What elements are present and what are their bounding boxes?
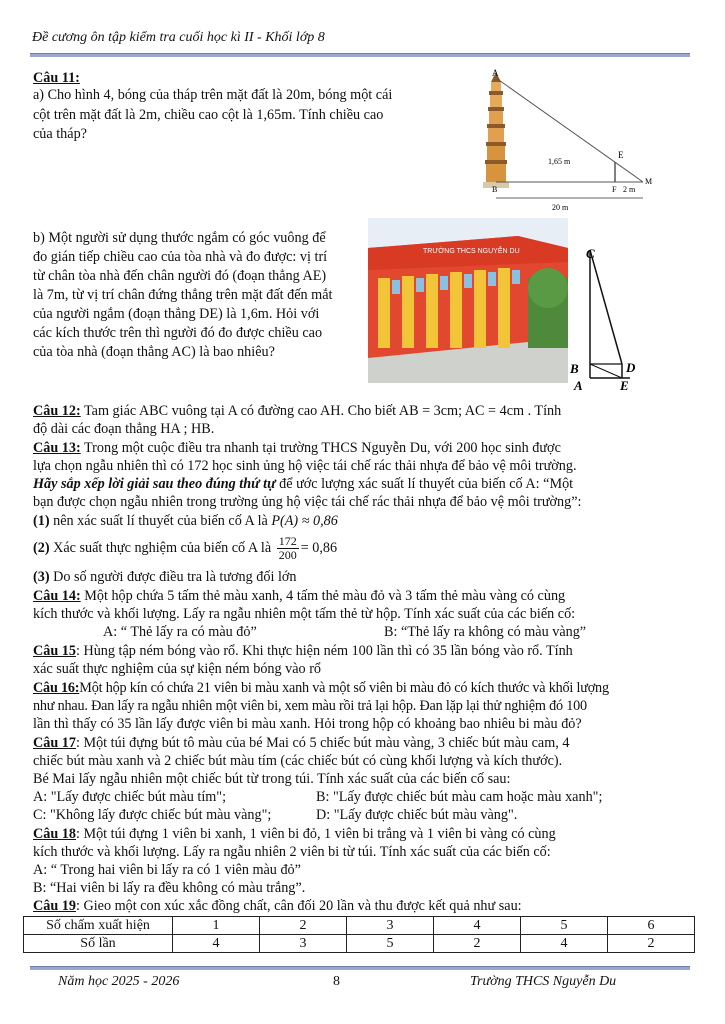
diagram-label-a: A <box>574 378 583 390</box>
q13-step-3-text: Do số người được điều tra là tương đối lớn <box>49 569 297 585</box>
table-cell: 2 <box>434 935 521 953</box>
footer-page-number: 8 <box>333 974 340 989</box>
q11-a-line-1: a) Cho hình 4, bóng của tháp trên mặt đất là 20m, bóng một cái <box>33 87 393 103</box>
q11-b-line-7: của tòa nhà (đoạn thẳng AC) là bao nhiêu? <box>33 344 275 360</box>
q13-line-4: bạn được chọn ngẫu nhiên trong trường ủng hộ việc tái chế rác thải nhựa để bảo vệ môi trường”: <box>33 494 582 510</box>
q19-text-1: : Gieo một con xúc xắc đồng chất, cân đối 20 lần và thu được kết quả như sau: <box>75 898 522 914</box>
table-cell: 2 <box>260 917 347 935</box>
label-e: E <box>618 150 624 160</box>
table-cell: 2 <box>608 935 695 953</box>
q18-text-1: : Một túi đựng 1 viên bi xanh, 1 viên bi đỏ, 1 viên bi trắng và 1 viên bi vàng có cùng <box>75 826 556 842</box>
q15-line-1 <box>33 643 573 660</box>
q13-line-2: lựa chọn ngẫu nhiên thì có 172 học sinh ủng hộ việc tái chế rác thải nhựa để bảo vệ môi trường. <box>33 458 577 474</box>
dice-results-table <box>23 916 695 953</box>
q17-line-1 <box>33 735 569 752</box>
tower-image <box>485 72 507 182</box>
q19-line-1 <box>33 898 522 915</box>
footer-school-name: Trường THCS Nguyễn Du <box>470 974 617 989</box>
label-pole-height: 1,65 m <box>548 157 571 166</box>
table-row <box>24 935 695 953</box>
q13-step-1-math: P(A) ≈ 0,86 <box>271 513 338 529</box>
q14-line-1 <box>33 588 565 605</box>
table-cell: 4 <box>434 917 521 935</box>
q16-text-1: Một hộp kín có chứa 21 viên bi màu xanh và một số viên bi màu đỏ có kích thước và khối lượng <box>79 680 609 696</box>
school-banner-text: TRƯỜNG THCS NGUYỄN DU <box>423 248 520 255</box>
table-row-header: Số chấm xuất hiện <box>24 917 173 935</box>
q16-line-1 <box>33 680 609 697</box>
q13-line-3 <box>33 476 573 493</box>
q18-event-a: A: “ Trong hai viên bi lấy ra có 1 viên màu đỏ” <box>33 862 301 878</box>
diagram-label-c: C <box>586 246 595 261</box>
q11-label: Câu 11: <box>33 70 80 86</box>
table-cell: 3 <box>347 917 434 935</box>
q11-b-line-1: b) Một người sử dụng thước ngắm có góc vuông để <box>33 230 326 246</box>
q13-step-2-text: Xác suất thực nghiệm của biến cố A là <box>49 540 275 556</box>
footer-school-year: Năm học 2025 - 2026 <box>58 974 180 989</box>
building-height-diagram <box>568 240 648 390</box>
q17-event-c: C: "Không lấy được chiếc bút màu vàng"; <box>33 807 272 823</box>
q14-line-2: kích thước và khối lượng. Lấy ra ngẫu nhiên một tấm thẻ từ hộp. Tính xác suất của các biến cố: <box>33 606 576 622</box>
q14-event-b: B: “Thẻ lấy ra không có màu vàng” <box>384 624 587 640</box>
q18-line-1 <box>33 826 556 843</box>
diagram-label-d: D <box>626 360 636 375</box>
q12-label: Câu 12: <box>33 403 81 419</box>
q18-event-b: B: “Hai viên bi lấy ra đều không có màu trắng”. <box>33 880 306 896</box>
q17-label: Câu 17 <box>33 735 76 751</box>
q14-event-a: A: “ Thẻ lấy ra có màu đỏ” <box>103 624 257 640</box>
q13-label: Câu 13: <box>33 440 81 456</box>
q15-label: Câu 15 <box>33 643 76 659</box>
q13-fraction <box>277 535 299 562</box>
segment-cd <box>590 250 622 364</box>
table-cell: 4 <box>521 935 608 953</box>
q16-label: Câu 16: <box>33 680 80 696</box>
table-cell: 1 <box>173 917 260 935</box>
q19-label: Câu 19 <box>33 898 76 914</box>
q17-text-1: : Một túi đựng bút tô màu của bé Mai có 5 chiếc bút màu vàng, 3 chiếc bút màu cam, 4 <box>75 735 570 751</box>
label-a: A <box>492 68 499 78</box>
q13-step-2-num: (2) <box>33 540 50 556</box>
q13-step-1-num: (1) <box>33 513 50 529</box>
q16-line-2: như nhau. Đan lấy ra ngẫu nhiên một viên bi, xem màu rồi trả lại hộp. Đan lặp lại thử nghiệm đó 100 <box>33 698 587 714</box>
q13-text-3: để ước lượng xác suất lí thuyết của biến cố A: “Một <box>275 476 574 492</box>
q13-step-2 <box>33 533 337 563</box>
q11-b-line-3: từ chân tòa nhà đến chân người đó (đoạn thẳng AE) <box>33 268 327 284</box>
q13-step-1 <box>33 513 338 530</box>
q12-line-1 <box>33 403 561 420</box>
q15-line-2: xác suất thực nghiệm của sự kiện ném bóng vào rổ <box>33 661 322 677</box>
table-cell: 5 <box>347 935 434 953</box>
segment-ad <box>590 364 622 378</box>
label-fm: 2 m <box>623 185 636 194</box>
q17-line-2: chiếc bút màu xanh và 2 chiếc bút màu tím (các chiếc bút có cùng khối lượng và kích thước). <box>33 753 563 769</box>
q11-a-line-2: cột trên mặt đất là 2m, chiều cao cột là 1,65m. Tính chiều cao <box>33 107 384 123</box>
label-m: M <box>645 177 653 186</box>
q17-line-3: Bé Mai lấy ngẫu nhiên một chiếc bút từ trong túi. Tính xác suất của các biến cố sau: <box>33 771 511 787</box>
table-cell: 3 <box>260 935 347 953</box>
q13-instruction: Hãy sắp xếp lời giải sau theo đúng thứ tự <box>33 476 276 492</box>
q14-text-1: Một hộp chứa 5 tấm thẻ màu xanh, 4 tấm thẻ màu đỏ và 3 tấm thẻ màu vàng có cùng <box>80 588 566 604</box>
q13-fraction-denominator: 200 <box>278 548 297 563</box>
table-cell: 4 <box>173 935 260 953</box>
q13-text-1: Trong một cuộc điều tra nhanh tại trường THCS Nguyễn Du, với 200 học sinh được <box>80 440 561 456</box>
table-row <box>24 917 695 935</box>
q11-b-line-2: đo gián tiếp chiều cao của tòa nhà và đo được: vị trí <box>33 249 328 265</box>
q17-event-d: D: "Lấy được chiếc bút màu vàng". <box>316 807 518 823</box>
q13-line-1 <box>33 440 561 457</box>
shadow-ray-line <box>496 78 643 182</box>
q15-text-1: : Hùng tập ném bóng vào rổ. Khi thực hiện ném 100 lần thì có 35 lần bóng vào rổ. Tính <box>75 643 573 659</box>
q13-step-1-text: nên xác suất lí thuyết của biến cố A là <box>49 513 272 529</box>
header-divider <box>30 53 690 57</box>
q18-line-2: kích thước và khối lượng. Lấy ra ngẫu nhiên 2 viên bi từ túi. Tính xác suất của các biến cố: <box>33 844 551 860</box>
q11-b-line-6: các kích thước trên thì người đó đo được chiều cao <box>33 325 323 341</box>
q12-text-1: Tam giác ABC vuông tại A có đường cao AH. Cho biết AB = 3cm; AC = 4cm . Tính <box>80 403 562 419</box>
page-header-title: Đề cương ôn tập kiểm tra cuối học kì II - Khối lớp 8 <box>32 30 325 45</box>
label-f: F <box>612 185 617 194</box>
q17-event-a: A: "Lấy được chiếc bút màu tím"; <box>33 789 227 805</box>
q13-fraction-numerator: 172 <box>278 534 297 549</box>
footer-divider <box>30 966 690 970</box>
q16-line-3: lần thì thấy có 35 lần lấy được viên bi màu xanh. Hỏi trong hộp có khoảng bao nhiêu bi màu đỏ? <box>33 716 582 732</box>
table-cell: 6 <box>608 917 695 935</box>
table-row-header: Số lần <box>24 935 173 953</box>
table-cell: 5 <box>521 917 608 935</box>
q12-line-2: độ dài các đoạn thẳng HA ; HB. <box>33 421 215 437</box>
q13-step-3-num: (3) <box>33 569 50 585</box>
q11-a-line-3: của tháp? <box>33 126 87 142</box>
q18-label: Câu 18 <box>33 826 76 842</box>
diagram-label-e: E <box>620 378 629 390</box>
q11-b-line-5: của người ngắm (đoạn thẳng DE) là 1,6m. Hỏi với <box>33 306 320 322</box>
q13-step-2-result: = 0,86 <box>300 540 338 556</box>
q14-label: Câu 14: <box>33 588 81 604</box>
diagram-label-b: B <box>570 361 579 376</box>
q11-b-line-4: là 7m, từ vị trí chân đứng thẳng trên mặt đất đến mắt <box>33 287 333 303</box>
q17-event-b: B: "Lấy được chiếc bút màu cam hoặc màu xanh"; <box>316 789 603 805</box>
label-bm: 20 m <box>552 203 569 212</box>
q13-step-3 <box>33 569 297 586</box>
label-b: B <box>492 185 498 194</box>
tower-shadow-figure <box>460 64 700 212</box>
school-building-photo <box>368 218 568 383</box>
